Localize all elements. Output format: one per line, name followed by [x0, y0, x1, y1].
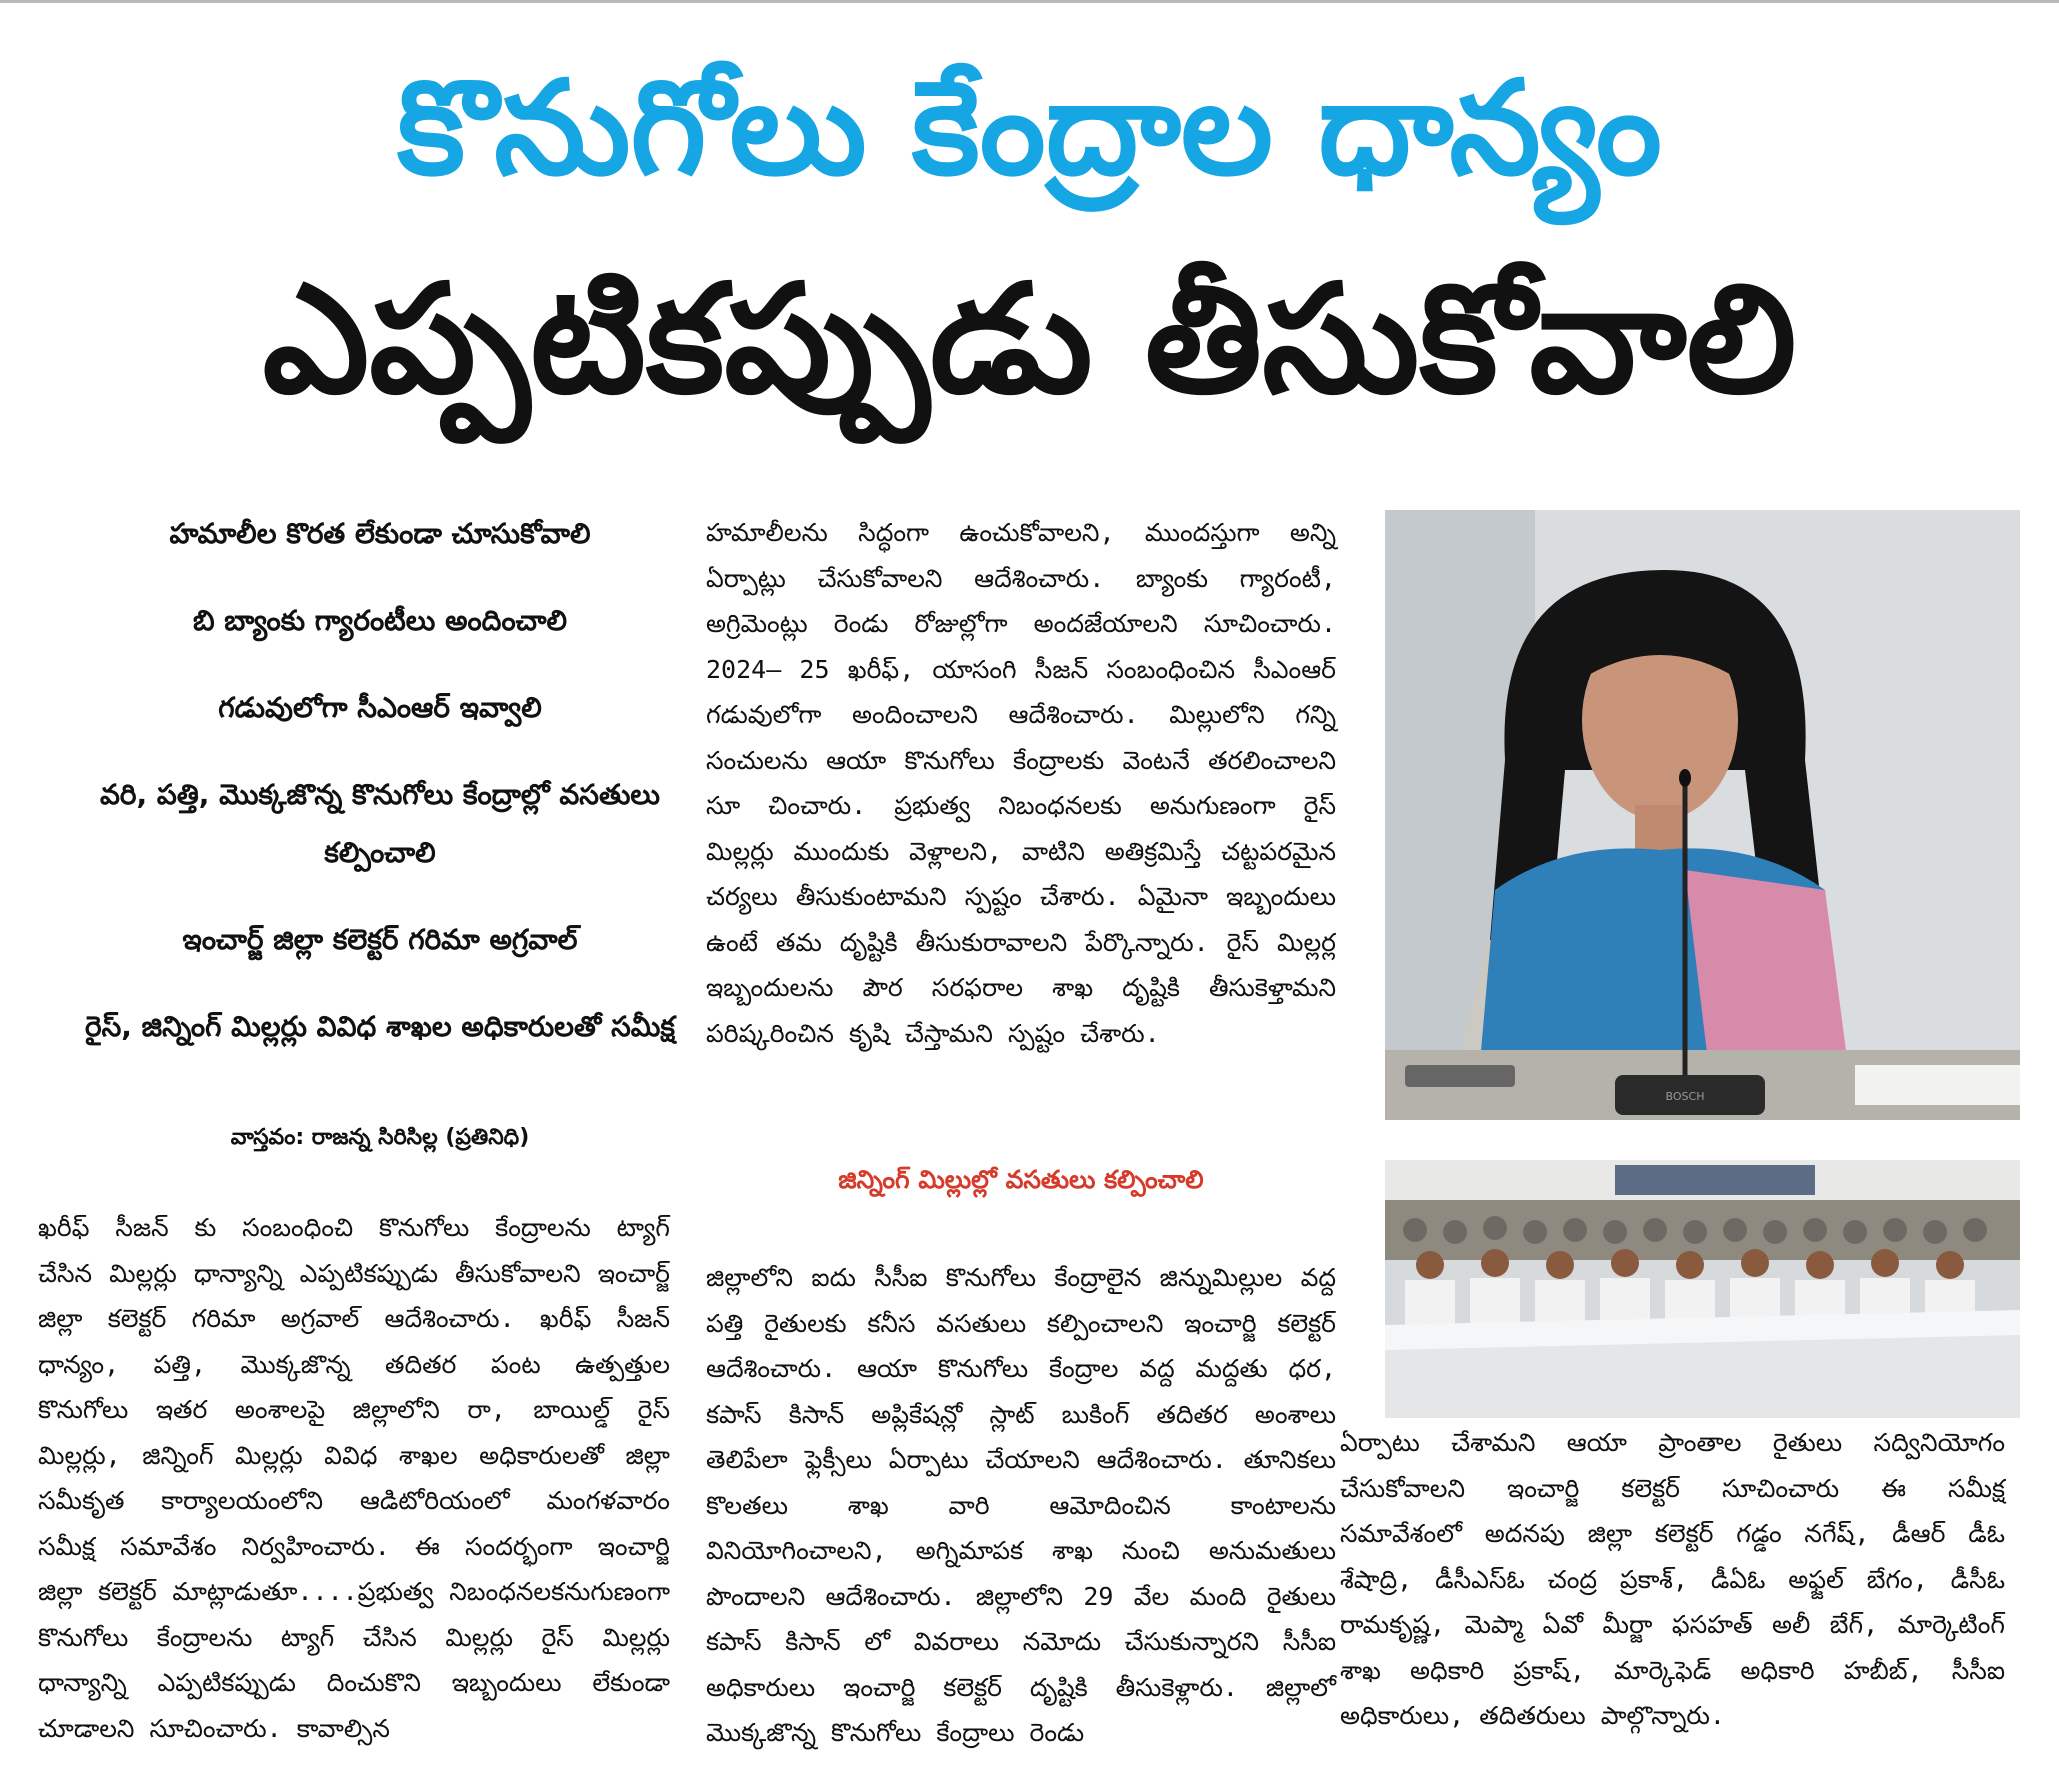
- byline: వాస్తవం: రాజన్న సిరిసిల్ల (ప్రతినిధి): [230, 1125, 530, 1150]
- column-1-text: ఖరీఫ్ సీజన్ కు సంబంధించి కొనుగోలు కేంద్రాలను ట్యాగ్ చేసిన మిల్లర్లు ధాన్యాన్ని ఎప్పటికప్పుడు తీసుకోవాలని ఇంచార్జ్ జిల్లా కలెక్టర్ గరిమా అగ్రవాల్ ఆదేశించారు. ఖరీఫ్ సీజన్ ధాన్యం, పత్తి, మొక్కజొన్న తదితర పంట ఉత్పత్తుల కొనుగోలు ఇతర అంశాలపై జిల్లాలోని రా, బాయిల్డ్ రైస్ మిల్లర్లు, జిన్నింగ్ మిల్లర్లు వివిధ శాఖల అధికారులతో జిల్లా సమీకృత కార్యాలయంలోని ఆడిటోరియంలో మంగళవారం సమీక్ష సమావేశం నిర్వహించారు. ఈ సందర్భంగా ఇంచార్జి జిల్లా కలెక్టర్ మాట్లాడుతూ....ప్రభుత్వ నిబంధనలకనుగుణంగా కొనుగోలు కేంద్రాలను ట్యాగ్ చేసిన మిల్లర్లు రైస్ మిల్లర్లు ధాన్యాన్ని ఎప్పటికప్పుడు దించుకొని ఇబ్బందులు లేకుండా చూడాలని సూచించారు. కావాల్సిన: [38, 1213, 670, 1743]
- article-column-3: [1340, 1420, 2005, 1739]
- column-2b-text: జిల్లాలోని ఐదు సీసీఐ కొనుగోలు కేంద్రాలైన జిన్నుమిల్లుల వద్ద పత్తి రైతులకు కనీస వసతులు కల్పించాలని ఇంచార్జి కలెక్టర్ ఆదేశించారు. ఆయా కొనుగోలు కేంద్రాల వద్ద మద్దతు ధర, కపాస్ కిసాన్ అప్లికేషన్లో స్లాట్ బుకింగ్ తదితర అంశాలు తెలిపేలా ఫ్లెక్సీలు ఏర్పాటు చేయాలని ఆదేశించారు. తూనికలు కొలతలు శాఖ వారి ఆమోదించిన కాంటాలను వినియోగించాలని, అగ్నిమాపక శాఖ నుంచి అనుమతులు పొందాలని ఆదేశించారు. జిల్లాలోని 29 వేల మంది రైతులు కపాస్ కిసాన్ లో వివరాలు నమోదు చేసుకున్నారని సీసీఐ అధికారులు ఇంచార్జి కలెక్టర్ దృష్టికి తీసుకెళ్లారు. జిల్లాలో మొక్కజొన్న కొనుగోలు కేంద్రాలు రెండు: [706, 1263, 1336, 1747]
- column-2-subheading: జిన్నింగ్ మిల్లుల్లో వసతులు కల్పించాలి: [838, 1165, 1204, 1194]
- highlight-5: ఇంచార్జ్ జిల్లా కలెక్టర్ గరిమా అగ్రవాల్: [182, 923, 578, 956]
- collector-photo-illustration: [1385, 510, 2020, 1120]
- article-column-1: [38, 1205, 670, 1751]
- highlight-6: రైస్, జిన్నింగ్ మిల్లర్లు వివిధ శాఖల అధికారులతో సమీక్ష: [84, 1010, 675, 1043]
- meeting-photo-illustration: [1385, 1160, 2020, 1418]
- article-column-2b: [706, 1255, 1336, 1756]
- highlight-3: గడువులోగా సీఎంఆర్ ఇవ్వాలి: [218, 691, 542, 724]
- headline-line-2: ఎప్పటికప్పుడు తీసుకోవాలి: [262, 253, 1797, 427]
- highlight-2: బి బ్యాంకు గ్యారంటీలు అందించాలి: [192, 604, 568, 637]
- highlights-box: [60, 505, 700, 1085]
- top-rule: [0, 0, 2059, 3]
- headline-line-1: కొనుగోలు కేంద్రాల ధాన్యం: [397, 52, 1662, 204]
- column-3-text: ఏర్పాటు చేశామని ఆయా ప్రాంతాల రైతులు సద్వినియోగం చేసుకోవాలని ఇంచార్జి కలెక్టర్ సూచించారు ఈ సమీక్ష సమావేశంలో అదనపు జిల్లా కలెక్టర్ గడ్డం నగేష్, డీఆర్ డీఓ శేషాద్రి, డీసీఎస్ఓ చంద్ర ప్రకాశ్, డీఏఓ అఫ్జల్ బేగం, డీసీఓ రామకృష్ణ, మెప్మా ఏవో మీర్జా ఫసహత్ అలీ బేగ్, మార్కెటింగ్ శాఖ అధికారి ప్రకాష్, మార్కెఫెడ్ అధికారి హబీబ్, సీసీఐ అధికారులు, తదితరులు పాల్గొన్నారు.: [1340, 1428, 2005, 1730]
- column-2-text: హమాలీలను సిద్ధంగా ఉంచుకోవాలని, ముందస్తుగా అన్ని ఏర్పాట్లు చేసుకోవాలని ఆదేశించారు. బ్యాంకు గ్యారంటీ, అగ్రిమెంట్లు రెండు రోజుల్లోగా అందజేయాలని సూచించారు. 2024– 25 ఖరీఫ్, యాసంగి సీజన్ సంబంధించిన సీఎంఆర్ గడువులోగా అందించాలని ఆదేశించారు. మిల్లులోని గన్ని సంచులను ఆయా కొనుగోలు కేంద్రాలకు వెంటనే తరలించాలని సూ చించారు. ప్రభుత్వ నిబంధనలకు అనుగుణంగా రైస్ మిల్లర్లు ముందుకు వెళ్లాలని, వాటిని అతిక్రమిస్తే చట్టపరమైన చర్యలు తీసుకుంటామని స్పష్టం చేశారు. ఏమైనా ఇబ్బందులు ఉంటే తమ దృష్టికి తీసుకురావాలని పేర్కొన్నారు. రైస్ మిల్లర్ల ఇబ్బందులను పౌర సరఫరాల శాఖ దృష్టికి తీసుకెళ్తామని పరిష్కరించిన కృషి చేస్తామని స్పష్టం చేశారు.: [706, 518, 1336, 1048]
- collector-photo: [1385, 510, 2020, 1120]
- article-column-2: [706, 510, 1336, 1056]
- microphone-brand: BOSCH: [1665, 1090, 1705, 1103]
- highlight-4: వరి, పత్తి, మొక్కజొన్న కొనుగోలు కేంద్రాల్లో వసతులు కల్పించాలి: [100, 778, 660, 869]
- highlight-1: హమాలీల కొరత లేకుండా చూసుకోవాలి: [169, 517, 591, 550]
- meeting-photo: [1385, 1160, 2020, 1418]
